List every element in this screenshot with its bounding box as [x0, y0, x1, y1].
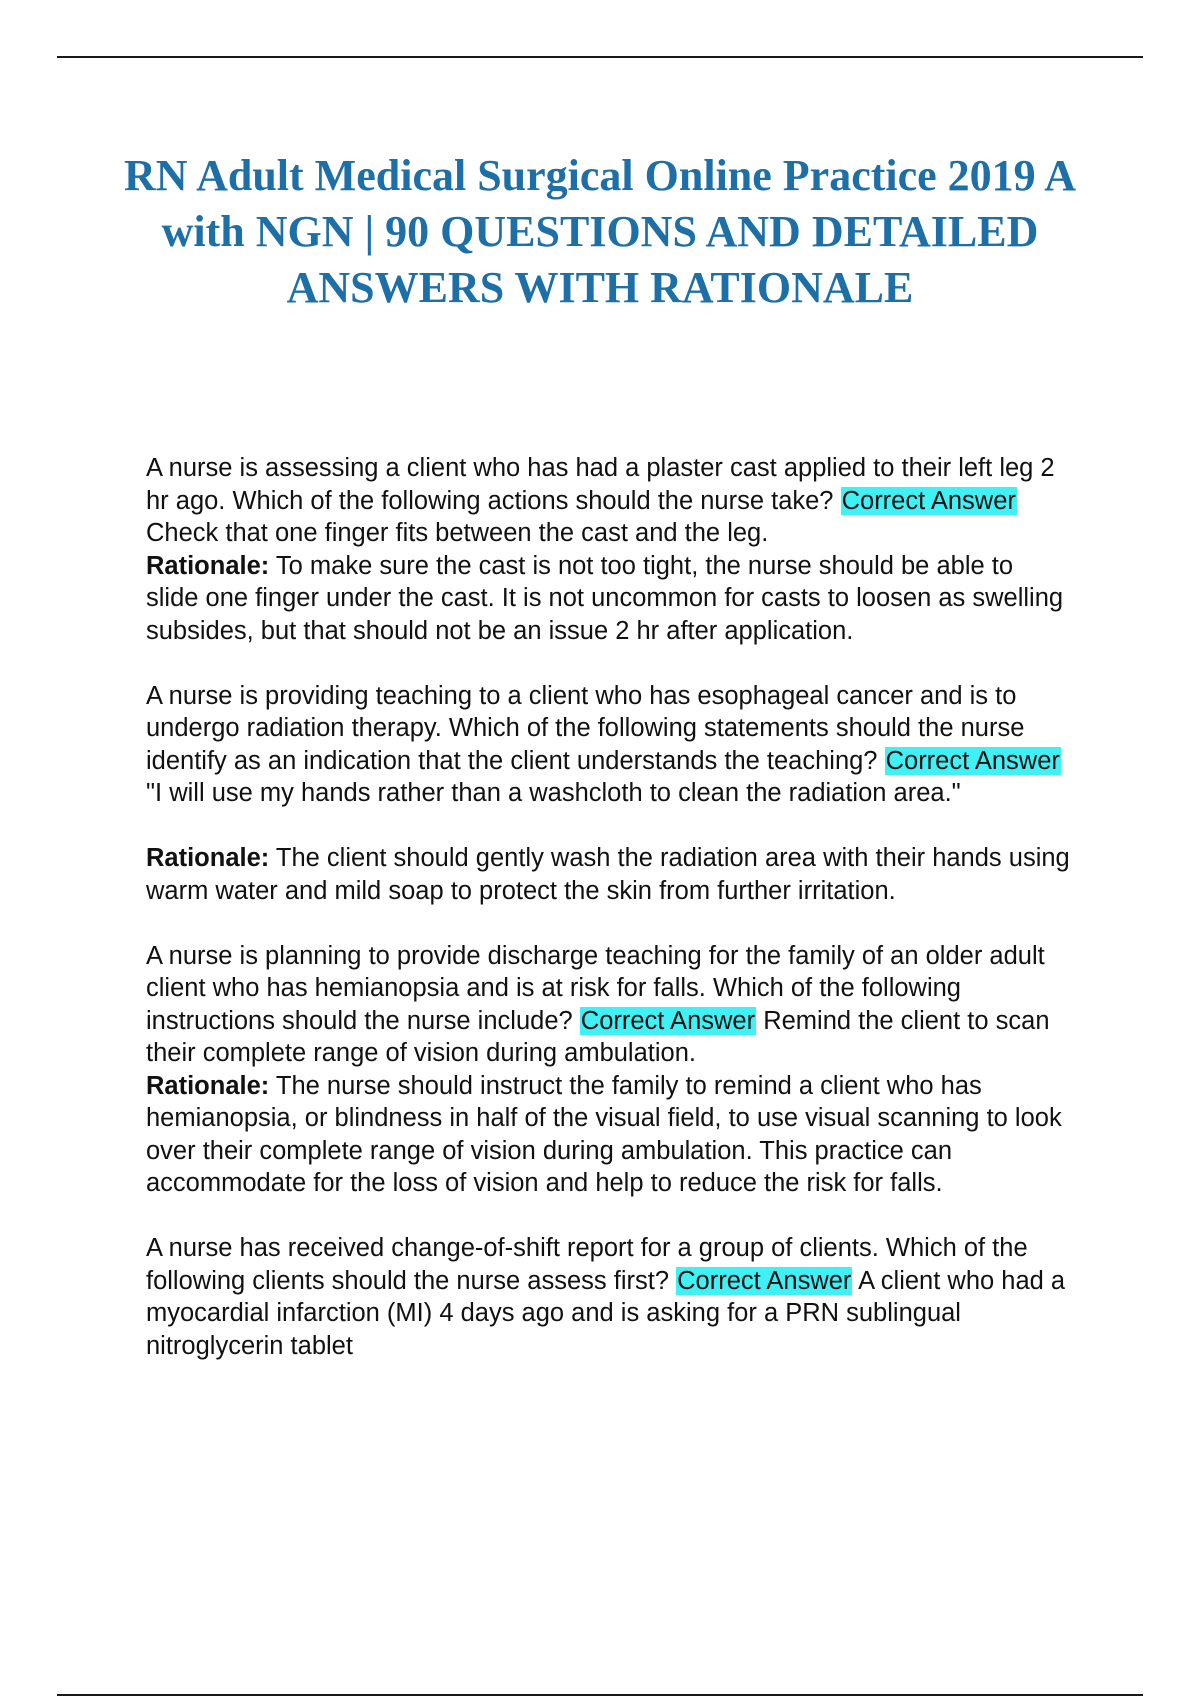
answer-text: Check that one finger fits between the cast and the leg.: [146, 519, 769, 547]
rationale-text: The nurse should instruct the family to remind a client who has hemianopsia, or blindness in half of the visual field, to use visual scanning to look over their complete range of vision during ambulation. This practice can accommodate for the loss of vision and help to reduce the risk for falls.: [146, 1071, 1062, 1197]
document-title: RN Adult Medical Surgical Online Practice 2019 A with NGN | 90 QUESTIONS AND DETAILED ANSWERS WITH RATIONALE: [123, 151, 1077, 312]
rationale-block-3: [146, 1070, 1071, 1200]
correct-answer-badge: Correct Answer: [580, 1006, 756, 1035]
question-text: A nurse is assessing a client who has had a plaster cast applied to their left leg 2 hr ago. Which of the following actions should the nurse take?: [146, 454, 1055, 515]
rationale-block-2: [146, 842, 1071, 907]
spacer: [146, 810, 1071, 843]
top-rule: [57, 56, 1143, 58]
spacer: [146, 647, 1071, 680]
spacer: [146, 907, 1071, 940]
qa-block-3: [146, 940, 1071, 1070]
question-text: A nurse has received change-of-shift report for a group of clients. Which of the following clients should the nurse assess first?: [146, 1234, 1028, 1295]
qa-block-1: [146, 452, 1071, 550]
qa-block-2: [146, 680, 1071, 810]
qa-block-4: [146, 1232, 1071, 1362]
rationale-label: Rationale:: [146, 1071, 270, 1100]
question-text: A nurse is providing teaching to a client who has esophageal cancer and is to undergo radiation therapy. Which of the following statements should the nurse identify as an indication that the client understands the teaching?: [146, 681, 1025, 775]
qa-content: [146, 452, 1071, 1362]
rationale-text: The client should gently wash the radiation area with their hands using warm water and mild soap to protect the skin from further irritation.: [146, 844, 1070, 905]
correct-answer-badge: Correct Answer: [677, 1266, 852, 1295]
rationale-block-1: [146, 550, 1071, 648]
answer-text: Remind the client to scan their complete range of vision during ambulation.: [146, 1006, 1050, 1067]
correct-answer-badge: Correct Answer: [885, 746, 1060, 775]
rationale-label: Rationale:: [146, 551, 270, 580]
rationale-label: Rationale:: [146, 844, 270, 872]
rationale-text: To make sure the cast is not too tight, the nurse should be able to slide one finger under the cast. It is not uncommon for casts to loosen as swelling subsides, but that should not be an issue 2 hr after application.: [146, 551, 1064, 645]
bottom-rule: [57, 1694, 1143, 1696]
spacer: [146, 1200, 1071, 1233]
answer-text: A client who had a myocardial infarction (MI) 4 days ago and is asking for a PRN sublingual nitroglycerin tablet: [146, 1266, 1066, 1360]
question-text: A nurse is planning to provide discharge teaching for the family of an older adult client who has hemianopsia and is at risk for falls. Which of the following instructions should the nurse include?: [146, 941, 1045, 1035]
answer-text: "I will use my hands rather than a washcloth to clean the radiation area.": [146, 779, 961, 807]
correct-answer-badge: Correct Answer: [841, 486, 1016, 515]
